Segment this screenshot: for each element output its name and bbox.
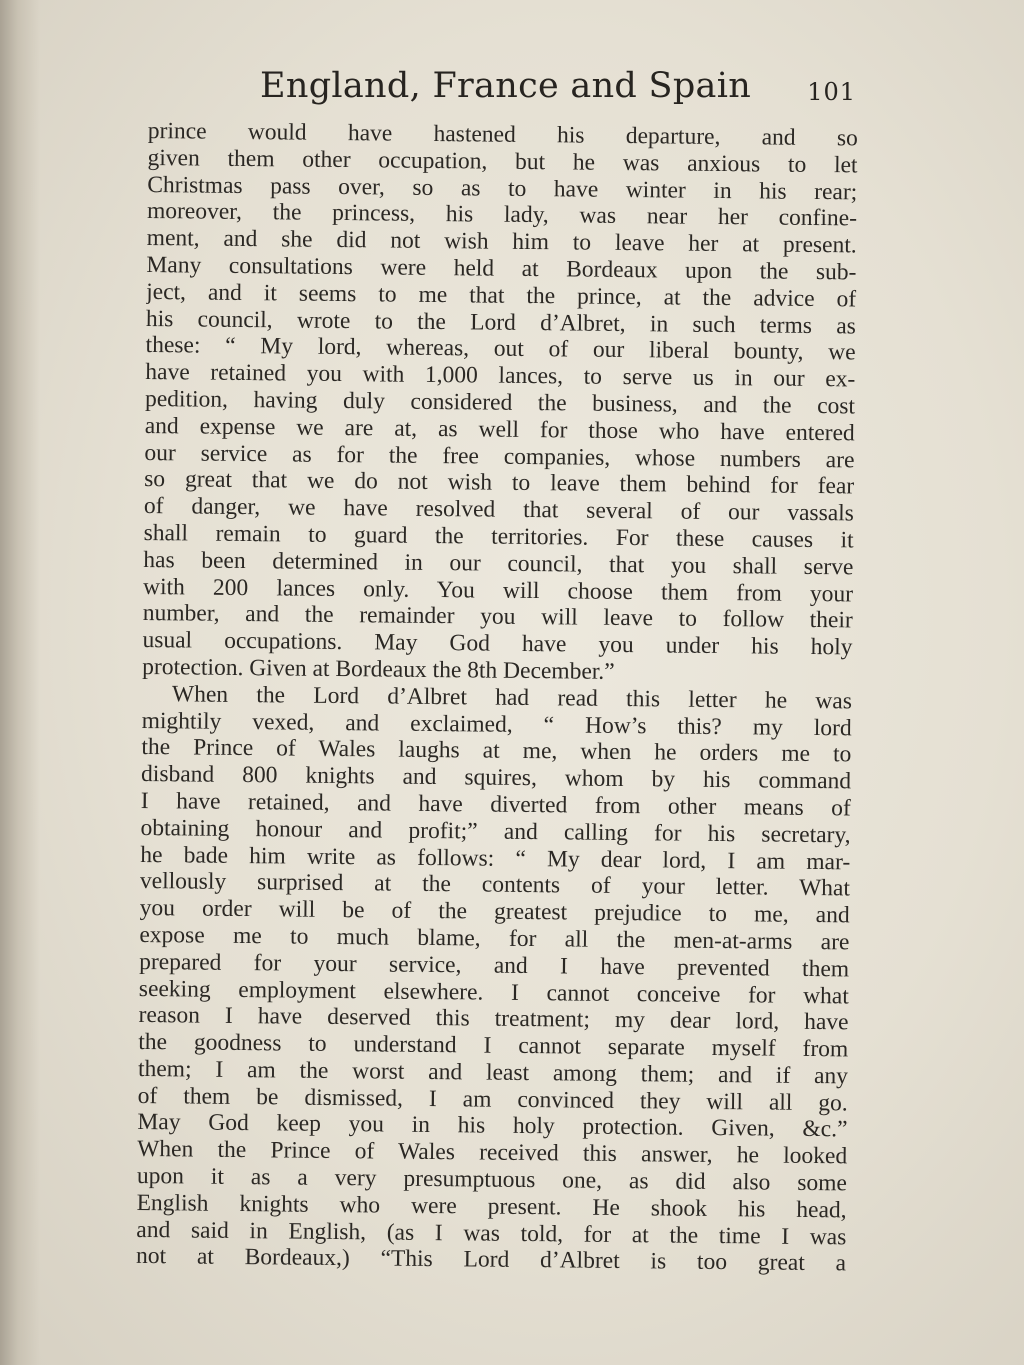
text-line: shall remain to guard the territories. For these causes it <box>143 519 854 554</box>
text-line: them; I am the worst and least among them; and if any <box>137 1055 849 1090</box>
running-title: England, France and Spain <box>260 66 752 106</box>
text-line: and expense we are at, as well for those who have entered <box>144 412 855 447</box>
text-line: of them be dismissed, I am convinced they will all go. <box>137 1082 848 1117</box>
text-line: not at Bordeaux,) “This Lord d’Albret is too great a <box>135 1243 847 1277</box>
text-line: reason I have deserved this treatment; my dear lord, have <box>138 1002 849 1036</box>
text-line: these: “ My lord, whereas, out of our liberal bounty, we <box>145 332 856 366</box>
text-line: protection. Given at Bordeaux the 8th December.” <box>142 653 615 685</box>
text-line: Many consultations were held at Bordeaux upon the sub- <box>146 251 857 286</box>
text-line: so great that we do not wish to leave them behind for fear <box>144 466 855 500</box>
text-line: mightily vexed, and exclaimed, “ How’s this? my lord <box>141 707 852 741</box>
text-line: of danger, we have resolved that several of our vassals <box>143 493 855 527</box>
text-line: prince would have hastened his departure, and so <box>147 118 858 152</box>
text-line: and said in English, (as I was told, for at the time I was <box>136 1216 847 1251</box>
text-line: vellously surprised at the contents of your letter. What <box>139 868 851 902</box>
text-line: When the Prince of Wales received this answer, he looked <box>137 1136 848 1170</box>
text-line: seeking employment elsewhere. I cannot conceive for what <box>138 975 849 1009</box>
text-line: has been determined in our council, that you shall serve <box>143 546 854 581</box>
text-line: ment, and she did not wish him to leave her at present. <box>146 225 857 259</box>
text-line: he bade him write as follows: “ My dear lord, I am mar- <box>140 841 851 875</box>
text-line: moreover, the princess, his lady, was near her confine- <box>146 198 858 232</box>
text-line: have retained you with 1,000 lances, to serve us in our ex- <box>145 359 856 393</box>
body-text <box>136 118 858 1278</box>
text-line: usual occupations. May God have you under his holy <box>142 627 853 661</box>
text-line: obtaining honour and profit;” and calling for his secretary, <box>140 814 851 849</box>
text-line: prepared for your service, and I have prevented them <box>139 948 850 983</box>
book-gutter-shadow <box>0 0 40 1365</box>
text-line: I have retained, and have diverted from other means of <box>140 787 851 822</box>
text-line: May God keep you in his holy protection. Given, &c.” <box>137 1109 848 1143</box>
text-line: the goodness to understand I cannot separate myself from <box>138 1029 849 1063</box>
text-line: upon it as a very presumptuous one, as did also some <box>136 1163 848 1197</box>
text-line: When the Lord d’Albret had read this letter he was <box>171 681 853 715</box>
text-line: you order will be of the greatest prejudice to me, and <box>139 895 850 929</box>
text-line: the Prince of Wales laughs at me, when he orders me to <box>141 734 852 768</box>
text-line: expose me to much blame, for all the men-at-arms are <box>139 921 850 956</box>
text-line: pedition, having duly considered the business, and the cost <box>144 385 856 420</box>
text-line: Christmas pass over, so as to have winter in his rear; <box>147 171 858 206</box>
page-number: 101 <box>807 78 856 106</box>
text-line: given them other occupation, but he was anxious to let <box>147 144 858 179</box>
page-header <box>150 60 860 120</box>
text-line: number, and the remainder you will leave to follow their <box>142 600 853 634</box>
text-line: his council, wrote to the Lord d’Albret, in such terms as <box>145 305 856 340</box>
text-line: with 200 lances only. You will choose them from your <box>142 573 854 607</box>
text-line: our service as for the free companies, whose numbers are <box>144 439 855 473</box>
text-line: ject, and it seems to me that the prince, at the advice of <box>146 278 857 313</box>
text-line: English knights who were present. He shook his head, <box>136 1189 847 1224</box>
text-line: disband 800 knights and squires, whom by his command <box>140 761 852 795</box>
